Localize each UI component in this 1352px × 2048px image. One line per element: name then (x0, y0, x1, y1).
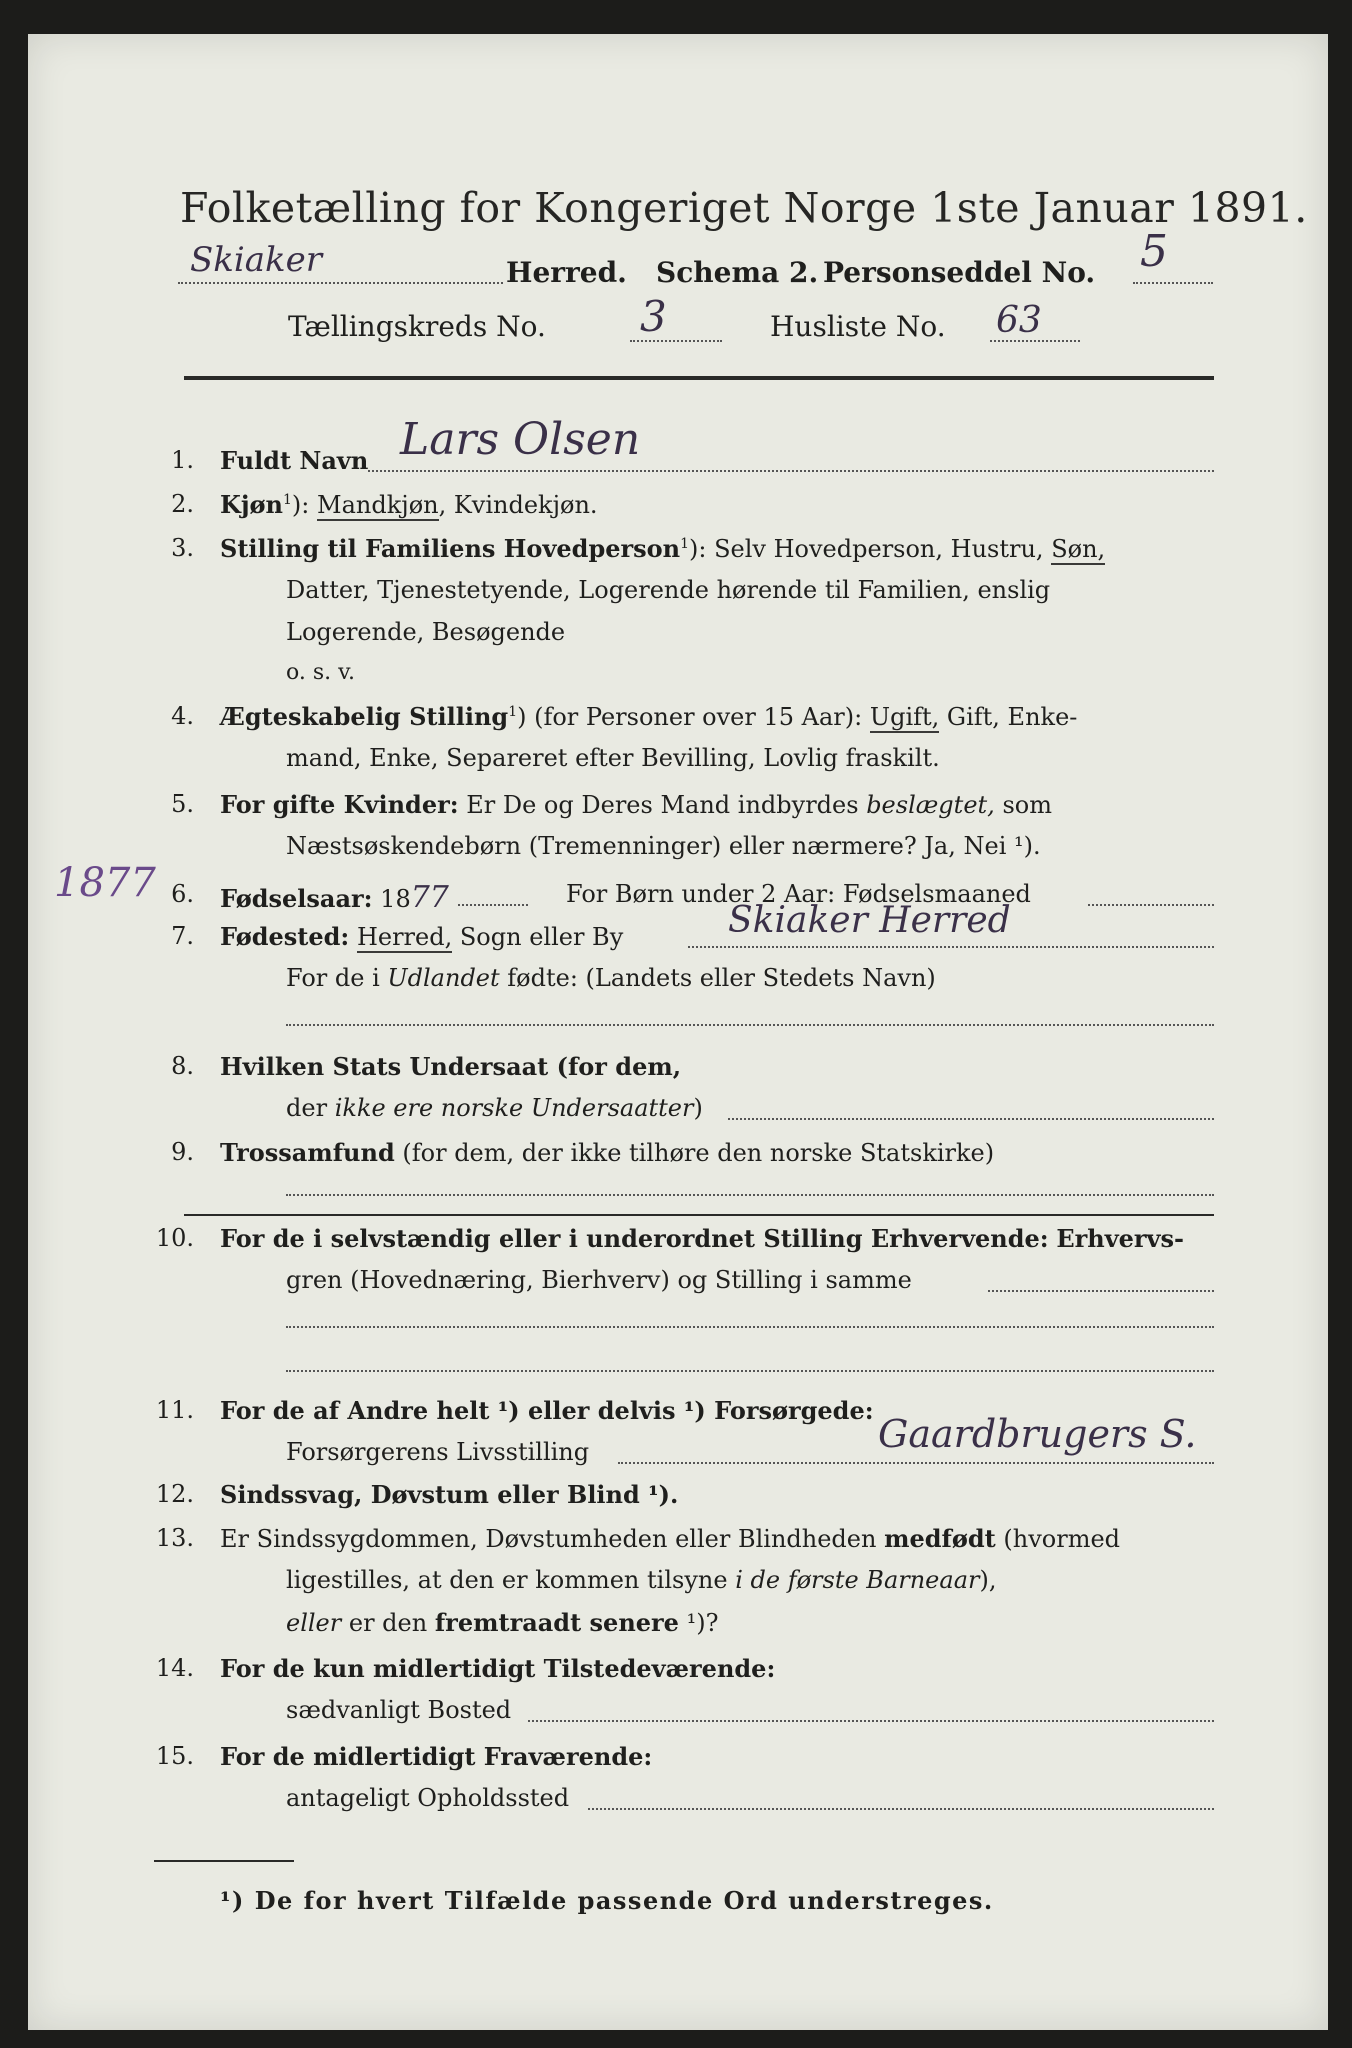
q2-sup: 1 (283, 492, 292, 508)
q7-dotline2 (286, 1024, 1214, 1026)
herred-dotline (178, 282, 503, 284)
q6-value: 77 (410, 880, 449, 915)
footnote: ¹) De for hvert Tilfælde passende Ord understreges. (220, 1886, 994, 1915)
q6-text: For Børn under 2 Aar: Fødselsmaaned (566, 880, 1031, 908)
husliste-label: Husliste No. (770, 310, 946, 343)
q3-line2: Datter, Tjenestetyende, Logerende hørende til Familien, enslig (286, 576, 1051, 604)
q4-line1b: Gift, Enke- (946, 703, 1078, 731)
q6-dotline-month (1088, 904, 1214, 906)
q1-answer-name: Lars Olsen (400, 414, 641, 465)
q10-dotline2 (286, 1326, 1214, 1328)
q3-underlined-son: Søn, (1051, 535, 1106, 563)
q12-label: Sindssvag, Døvstum eller Blind ¹). (220, 1480, 679, 1509)
q13-number: 13. (155, 1524, 194, 1552)
q14-label: For de kun midlertidigt Tilstedeværende: (220, 1654, 776, 1683)
q8-italic: ikke ere norske Undersaatter (334, 1094, 694, 1122)
taellingskreds-value: 3 (640, 292, 667, 341)
q8-number: 8. (171, 1052, 194, 1080)
taellingskreds-dotline (630, 340, 722, 342)
q8-line2a: der (286, 1094, 328, 1122)
q5-label: For gifte Kvinder: (220, 790, 459, 819)
q10-dotline3 (286, 1370, 1214, 1372)
q13-bold-medfodt: medfødt (884, 1524, 996, 1553)
q6-line (220, 880, 449, 915)
q2-label: Kjøn (220, 490, 283, 519)
q15-dotline (588, 1808, 1214, 1810)
q5-line2: Næstsøskendebørn (Tremenninger) eller nærmere? Ja, Nei ¹). (286, 832, 1041, 860)
q11-label: For de af Andre helt ¹) eller delvis ¹) Forsørgede: (220, 1396, 874, 1425)
q10-number: 10. (155, 1224, 194, 1252)
census-form-sheet (28, 34, 1328, 2030)
q5-italic: beslægtet, (866, 791, 995, 819)
q7-line1 (220, 922, 623, 951)
q13-line2a: ligestilles, at den er kommen tilsyne (286, 1566, 728, 1594)
q2-option-kvindekjon: , Kvindekjøn. (438, 491, 598, 519)
q7-number: 7. (171, 922, 194, 950)
herred-value: Skiaker (190, 240, 323, 280)
q15-number: 15. (155, 1742, 194, 1770)
q13-text: (hvormed (1003, 1525, 1121, 1553)
q5-line1b: som (1002, 791, 1052, 819)
q3-line4: o. s. v. (286, 660, 355, 685)
q8-line2b: ) (693, 1094, 703, 1122)
q4-sup: 1 (508, 704, 518, 720)
q9-rule (184, 1214, 1214, 1216)
q7-underlined-herred: Herred, (356, 923, 453, 951)
q13-line2b: ), (979, 1566, 997, 1594)
q7-italic: Udlandet (387, 964, 500, 992)
q3-line1 (220, 534, 1105, 563)
q13-line3b: ¹)? (686, 1609, 719, 1637)
q8-label: Hvilken Stats Undersaat (for dem, (220, 1052, 682, 1081)
q6-margin-note: 1877 (54, 860, 156, 906)
q14-number: 14. (155, 1654, 194, 1682)
q11-number: 11. (155, 1396, 194, 1424)
q2-option-mandkjon: Mandkjøn (317, 491, 439, 519)
q10-dotline1 (988, 1290, 1214, 1292)
q4-label: Ægteskabelig Stilling (220, 702, 509, 731)
q5-number: 5. (171, 790, 194, 818)
q9-dotline (286, 1194, 1214, 1196)
q8-dotline (728, 1118, 1214, 1120)
q9-text: (for dem, der ikke tilhøre den norske Statskirke) (402, 1139, 995, 1167)
q8-line2 (286, 1094, 703, 1122)
personseddel-value: 5 (1140, 226, 1168, 277)
q2-number: 2. (171, 490, 194, 518)
q14-dotline (528, 1720, 1214, 1722)
q4-number: 4. (171, 702, 194, 730)
q13-line3-bold: fremtraadt senere (434, 1608, 679, 1637)
q11-dotline (618, 1462, 1214, 1464)
q6-label: Fødselsaar: (220, 884, 373, 913)
q6-prefix: 18 (380, 885, 411, 913)
personseddel-label: Personseddel No. (823, 256, 1096, 289)
q3-line1-text: ): Selv Hovedperson, Hustru, (689, 535, 1044, 563)
q7-answer: Skiaker Herred (728, 900, 1011, 941)
q11-answer: Gaardbrugers S. (878, 1412, 1197, 1456)
q7-line2a: For de i (286, 964, 380, 992)
q3-sup: 1 (680, 536, 690, 552)
q14-line2: sædvanligt Bosted (286, 1696, 512, 1724)
q3-label: Stilling til Familiens Hovedperson (220, 534, 681, 563)
header-rule (184, 376, 1214, 380)
q4-underlined-ugift: Ugift, (869, 703, 940, 731)
q11-line2: Forsørgerens Livsstilling (286, 1438, 590, 1466)
q7-text: Sogn eller By (459, 923, 624, 951)
q2-line: Kjøn$^1$): Mandkjøn, Kvindekjøn. (220, 490, 598, 519)
taellingskreds-label: Tællingskreds No. (288, 310, 546, 343)
footnote-rule (154, 1860, 294, 1862)
q4-line2: mand, Enke, Separeret efter Bevilling, Lovlig fraskilt. (286, 744, 940, 772)
q5-line1a: Er De og Deres Mand indbyrdes (466, 791, 859, 819)
q10-label: For de i selvstændig eller i underordnet Stilling Erhvervende: (220, 1224, 1049, 1253)
schema-label: Schema 2. (656, 256, 819, 289)
q13-line3 (286, 1608, 718, 1637)
q15-label: For de midlertidigt Fraværende: (220, 1742, 653, 1771)
q7-line2b: fødte: (Landets eller Stedets Navn) (507, 964, 936, 992)
q4-line1a: ) (for Personer over 15 Aar): (517, 703, 863, 731)
husliste-value: 63 (996, 300, 1042, 341)
q13-italic: i de første Barneaar (735, 1566, 980, 1594)
q13-line3-italic: eller (286, 1609, 342, 1637)
q13-line2 (286, 1566, 996, 1594)
q9-label: Trossamfund (220, 1138, 395, 1167)
q9-line (220, 1138, 994, 1167)
husliste-dotline (990, 340, 1080, 342)
q1-number: 1. (171, 446, 194, 474)
q13-line1 (220, 1524, 1120, 1553)
q1-dotline (368, 470, 1214, 472)
q13-label: Er Sindssygdommen, Døvstumheden eller Blindheden (220, 1525, 877, 1553)
q12-number: 12. (155, 1480, 194, 1508)
q7-dotline (688, 946, 1214, 948)
q6-number: 6. (171, 880, 194, 908)
q13-line3a: er den (348, 1609, 428, 1637)
form-title: Folketælling for Kongeriget Norge 1ste Januar 1891. (180, 184, 1308, 232)
personseddel-dotline (1133, 282, 1213, 284)
q10-line1 (220, 1224, 1184, 1253)
q15-line2: antageligt Opholdssted (286, 1784, 570, 1812)
q4-line1 (220, 702, 1077, 731)
q3-line3: Logerende, Besøgende (286, 618, 566, 646)
q1-label: Fuldt Navn (220, 446, 369, 475)
q7-line2 (286, 964, 936, 992)
q10-text: Erhvervs- (1056, 1224, 1184, 1253)
q6-dotline-year (458, 904, 528, 906)
herred-label: Herred. (506, 256, 627, 289)
q7-label: Fødested: (220, 922, 350, 951)
q5-line1 (220, 790, 1052, 819)
q10-line2: gren (Hovednæring, Bierhverv) og Stilling i samme (286, 1266, 912, 1294)
q3-number: 3. (171, 534, 194, 562)
q9-number: 9. (171, 1138, 194, 1166)
